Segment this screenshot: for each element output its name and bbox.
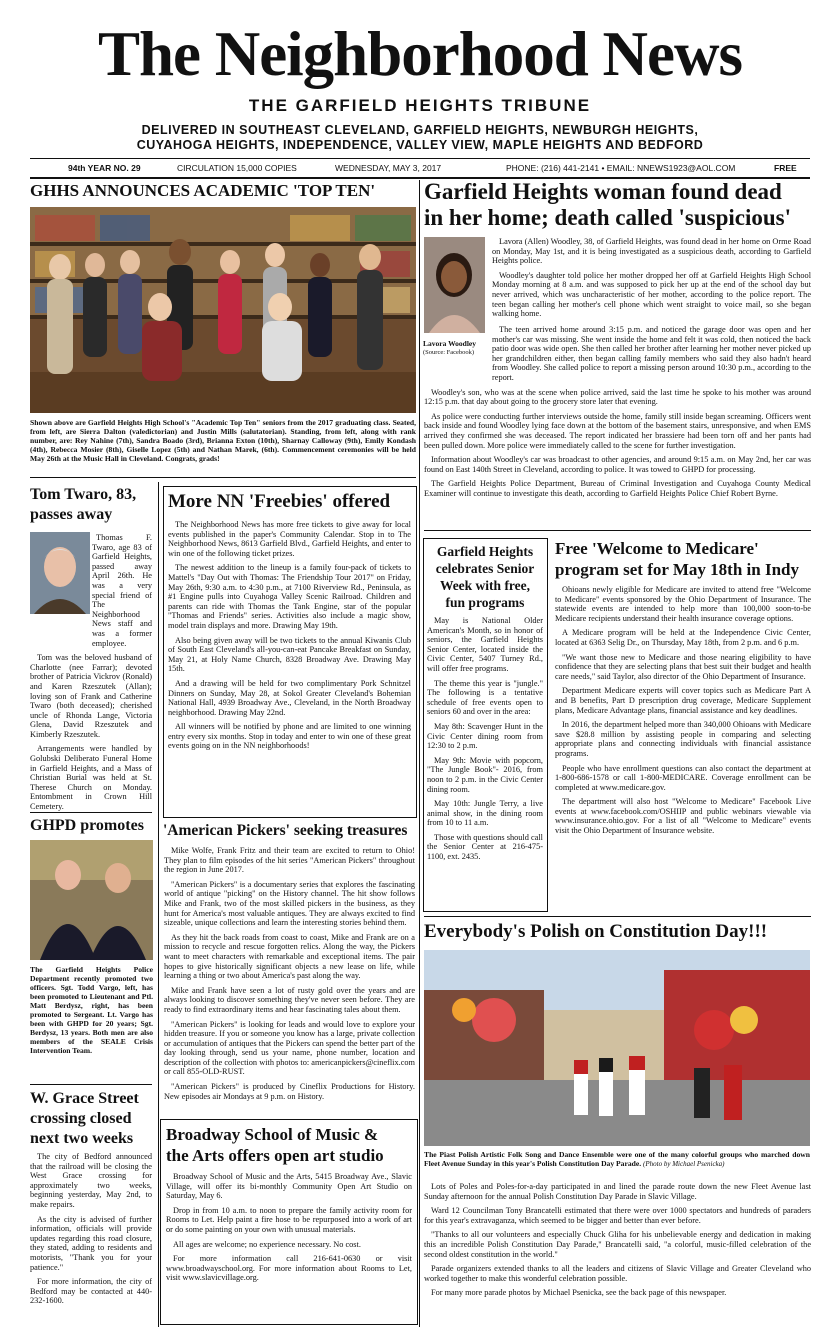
senior-headline-line-3: Week with free, bbox=[439, 578, 531, 593]
ghpd-caption: The Garfield Heights Police Department recently promoted two officers. Sgt. Todd Vargo, left, has been promoted to Lieutenant and Ptl. Matt Berdysz, right, has been promoted to Sergeant. Lt. Vargo has been with GHPD for 20 years; Sgt. Berdysz, 13 years. Both men are also members of the SEALE Crisis Intervention Team. bbox=[30, 965, 153, 1055]
woodley-photo-name: Lavora Woodley bbox=[423, 339, 476, 348]
top-ten-photo bbox=[30, 207, 416, 413]
ghpd-photo bbox=[30, 840, 153, 960]
woodley-paragraph: The teen arrived home around 3:15 p.m. and noticed the garage door was open and her mother's car was missing. She went inside the home and felt it was cold, then noticed the back patio door was wide open. She then called her brother after learning her mother never picked up her grandchildren either, then began calling family members who said they also hadn't heard from Woodley. She called police to report a missing person around 10:30 p.m., according to the report. bbox=[492, 325, 811, 382]
polish-photo-credit: (Photo by Michael Psenicka) bbox=[643, 1160, 725, 1168]
column-divider bbox=[158, 482, 159, 1327]
medicare-paragraph: Ohioans newly eligible for Medicare are invited to attend free "Welcome to Medicare" events sponsored by the Ohio Department of Insurance. The statewide events are intended to help more than 100,000 soon-to-be Medicare recipients understand their health insurance coverage options. bbox=[555, 585, 811, 623]
woodley-body bbox=[424, 325, 811, 504]
medicare-paragraph: "We want those new to Medicare and those nearing eligibility to have confidence that they are selecting plans that best suit their budget and health care needs," said Taylor, also director of the Ohio Department of Insurance. bbox=[555, 652, 811, 681]
senior-paragraph: Those with questions should call the Senior Center at 216-475-1100, ext. 2435. bbox=[427, 832, 543, 862]
twaro-body bbox=[30, 533, 152, 817]
broadway-paragraph: For more information call 216-641-0630 or visit www.broadwayschool.org. For more information about Rooms to Let, visit www.slavicvillage.org. bbox=[166, 1254, 412, 1283]
polish-caption bbox=[424, 1150, 810, 1169]
woodley-paragraph: Lavora (Allen) Woodley, 38, of Garfield Heights, was found dead in her home on Orme Road on Monday, May 1st, and it is being investigated as a suspicious death, according to Garfield Heights police. bbox=[492, 237, 811, 266]
issue-date: WEDNESDAY, MAY 3, 2017 bbox=[335, 163, 442, 173]
broadway-headline-line-2: the Arts offers open art studio bbox=[166, 1146, 384, 1165]
broadway-paragraph: Drop in from 10 a.m. to noon to prepare the family activity room for Rooms to Let. Help paint a fire hose to be repurposed into a work of art or do some painting on your own with unusual materials. bbox=[166, 1205, 412, 1234]
medicare-paragraph: In 2016, the department helped more than 340,000 Ohioans with Medicare save $28.8 million by assisting people in comparing and selecting appropriate plans and connecting individuals with financial assistance programs. bbox=[555, 720, 811, 758]
pickers-headline: 'American Pickers' seeking treasures bbox=[163, 822, 408, 839]
grace-headline-line-1: W. Grace Street bbox=[30, 1090, 139, 1107]
price: FREE bbox=[774, 163, 797, 173]
pickers-paragraph: "American Pickers" is produced by Cineflix Productions for History. New episodes air Mondays at 9 p.m. on History. bbox=[164, 1082, 415, 1101]
divider bbox=[30, 1084, 152, 1085]
grace-body bbox=[30, 1152, 152, 1311]
info-bar bbox=[30, 158, 810, 179]
polish-headline: Everybody's Polish on Constitution Day!!! bbox=[424, 921, 768, 942]
polish-photo bbox=[424, 950, 810, 1146]
freebies-paragraph: The Neighborhood News has more free tickets to give away for local events published in the paper's Community Calendar. Stop in to The Neighborhood News, 8613 Garfield Blvd., Garfield Heights, and enter to win one of the following ticket prizes. bbox=[168, 520, 411, 558]
grace-headline-line-2: crossing closed bbox=[30, 1110, 132, 1127]
broadway-body bbox=[166, 1172, 412, 1288]
senior-headline-line-4: fun programs bbox=[445, 595, 525, 610]
woodley-photo-credit: (Source: Facebook) bbox=[423, 349, 475, 356]
officers-photo-illustration bbox=[30, 840, 153, 960]
senior-paragraph: The theme this year is "jungle." The following is a tentative schedule of free events open to seniors 60 and over in the area: bbox=[427, 678, 543, 717]
delivery-line-2: CUYAHOGA HEIGHTS, INDEPENDENCE, VALLEY VIEW, MAPLE HEIGHTS AND BEDFORD bbox=[136, 138, 704, 152]
woodley-headline-line-1: Garfield Heights woman found dead bbox=[424, 179, 782, 204]
polish-paragraph: "Thanks to all our volunteers and especially Chuck Gliha for his unbelievable energy and dedication in making this an incredible Polish Constitution Day Parade," Brancatelli said, "a colorful, music-filled celebration of the second oldest constitution in the world." bbox=[424, 1230, 811, 1259]
twaro-headline-line-2: passes away bbox=[30, 506, 113, 523]
medicare-body bbox=[555, 585, 811, 841]
polish-paragraph: For many more parade photos by Michael Psenicka, see the back page of this newspaper. bbox=[431, 1288, 727, 1298]
medicare-paragraph: A Medicare program will be held at the Independence Civic Center, located at 6363 Selig Dr., on Thursday, May 18th, from 2 p.m. and 6 p.m. bbox=[555, 628, 811, 647]
grace-paragraph: As the city is advised of further information, officials will provide updates regarding this road closure, they stated, adding to residents and motorists, "Thank you for your patience." bbox=[30, 1214, 152, 1272]
woodley-headline-line-2: in her home; death called 'suspicious' bbox=[424, 205, 791, 230]
broadway-paragraph: All ages are welcome; no experience necessary. No cost. bbox=[173, 1239, 361, 1249]
woodley-headline bbox=[424, 179, 814, 231]
medicare-headline-line-2: program set for May 18th in Indy bbox=[555, 560, 799, 579]
divider bbox=[30, 812, 152, 813]
senior-headline bbox=[426, 543, 544, 611]
freebies-paragraph: And a drawing will be held for two complimentary Pork Schnitzel Dinners on Sunday, May 28, at Sokol Greater Cleveland's Bohemian National Hall, 4939 Broadway Ave., Cleveland, in the North Broadway neighborhood. Drawing May 22nd. bbox=[168, 678, 411, 717]
polish-body bbox=[424, 1182, 811, 1303]
top-ten-caption: Shown above are Garfield Heights High School's "Academic Top Ten" seniors from the 2017 graduating class. Seated, from left, are Sierra Dalton (valedictorian) and Justin Mills (salutatorian). Standing, from left, along with rank number, are: Rey Nahine (7th), Sandra Boado (3rd), Brianna Exton (10th), Sharnay Calloway (9th), Emily Kondash (4th), Rebecca Mosier (8th), Giselle Lopez (5th) and Nathan Marek, (6th). Commencement ceremonies will be held May 26th at the Music Hall in Cleveland. Congrats, grads! bbox=[30, 418, 416, 463]
senior-body bbox=[427, 616, 543, 867]
broadway-headline bbox=[166, 1124, 414, 1166]
delivery-line-1: DELIVERED IN SOUTHEAST CLEVELAND, GARFIELD HEIGHTS, NEWBURGH HEIGHTS, bbox=[141, 123, 699, 137]
grace-paragraph: For more information, the city of Bedford may be contacted at 440-232-1600. bbox=[30, 1277, 152, 1306]
twaro-paragraph: Arrangements were handled by Golubski Deliberato Funeral Home in Garfield Heights, and a Mass of Christian Burial was held at St. Therese Church on Monday. Entombment in Crown Hill Cemetery. bbox=[30, 744, 152, 812]
pickers-paragraph: As they hit the back roads from coast to coast, Mike and Frank are on a mission to recycle and rescue forgotten relics. Along the way, the Pickers want to meet characters with remarkable and exceptional items. The pair hopes to give historically significant objects a new lease on life, while learning a thing or two about America's past along the way. bbox=[164, 932, 415, 981]
pickers-paragraph: Mike and Frank have seen a lot of rusty gold over the years and are always looking to discover something they've never seen before. They are ready to find extraordinary items and hear fascinating tales about them. bbox=[164, 985, 415, 1014]
pickers-body bbox=[164, 846, 415, 1106]
masthead-title: The Neighborhood News bbox=[97, 19, 743, 89]
medicare-paragraph: People who have enrollment questions can also contact the department at 1-800-686-1578 or call 1-800-MEDICARE. Coverage enrollment can be completed at www.medicare.gov. bbox=[555, 763, 811, 792]
circulation: CIRCULATION 15,000 COPIES bbox=[177, 163, 297, 173]
grace-headline bbox=[30, 1089, 160, 1149]
pickers-paragraph: "American Pickers" is a documentary series that explores the fascinating world of antique "picking" on the History channel. The hit show follows Mike and Frank, two of the most skilled pickers in the business, as they hunt for America's most valuable antiques. They are always excited to find sizeable, unique collections and learn the interesting stories behind them. bbox=[164, 879, 415, 928]
students-photo-illustration bbox=[30, 207, 416, 413]
woodley-paragraph: Woodley's daughter told police her mother dropped her off at Garfield Heights High School Monday morning at 8 a.m. and was supposed to pick her up at the end of the school day but never arrived, which was uncharacteristic of her mother, according to the police report. The teen began calling her mother's cell phone which went straight to voice mail, so she began walking home. bbox=[492, 270, 811, 319]
ghpd-headline: GHPD promotes bbox=[30, 817, 144, 834]
twaro-paragraph: Tom was the beloved husband of Charlotte (nee Farrar); devoted brother of Patricia Vickrov (Ronald) and Karen Rzeszutek (Allan); loving son of Frank and Catherine Twaro (both deceased); cherished uncle of Rhonda Lange, Victoria Glena, David Rzeszutek and Kimberly Rzeszutek. bbox=[30, 653, 152, 739]
parade-photo-illustration bbox=[424, 950, 810, 1146]
twaro-paragraph: Thomas F. Twaro, age 83 of Garfield Heights, passed away April 26th. He was a very special friend of The Neighborhood News staff and was a former employee. bbox=[92, 533, 152, 648]
woodley-portrait-illustration bbox=[424, 237, 485, 333]
polish-paragraph: Ward 12 Councilman Tony Brancatelli estimated that there were over 1000 spectators and hundreds of paraders for this year's extravaganza, which seemed to be bigger and better than ever before. bbox=[424, 1206, 811, 1225]
twaro-headline-line-1: Tom Twaro, 83, bbox=[30, 486, 137, 503]
delivery-area bbox=[0, 123, 840, 153]
woodley-paragraph: The Garfield Heights Police Department, Bureau of Criminal Investigation and Cuyahoga County Medical Examiner will continue to investigate this death, according to Garfield Heights Police Chief Robert Byrne. bbox=[424, 479, 811, 498]
column-divider bbox=[419, 180, 420, 1327]
medicare-paragraph: The department will also host "Welcome to Medicare" Facebook Live events at www.facebook.com/OSHIIP and public webinars viewable via www.insurance.ohio.gov. For a list of all "Welcome to Medicare" events visit the Ohio Department of Insurance website. bbox=[555, 797, 811, 836]
polish-paragraph: Lots of Poles and Poles-for-a-day participated in and lined the parade route down the new Fleet Avenue last Sunday afternoon for the annual Polish Constitution Day Parade in Slavic Village. bbox=[424, 1182, 811, 1201]
broadway-paragraph: Broadway School of Music and the Arts, 5415 Broadway Ave., Slavic Village, will offer its bi-monthly Community Open Art Studio on Saturday, May 6. bbox=[166, 1172, 412, 1201]
pickers-paragraph: Mike Wolfe, Frank Fritz and their team are excited to return to Ohio! They plan to film episodes of the hit series "American Pickers" throughout the region in June 2017. bbox=[164, 846, 415, 875]
freebies-headline: More NN 'Freebies' offered bbox=[168, 491, 391, 512]
freebies-paragraph: All winners will be notified by phone and are limited to one winning entry every six months. Stop in today and enter to win one of these great events going on in the NN neighborhoods! bbox=[168, 722, 411, 751]
senior-headline-line-2: celebrates Senior bbox=[435, 561, 535, 576]
year-number: 94th YEAR NO. 29 bbox=[68, 163, 141, 173]
contact-info: PHONE: (216) 441-2141 • EMAIL: NNEWS1923@AOL.COM bbox=[506, 163, 736, 173]
broadway-headline-line-1: Broadway School of Music & bbox=[166, 1125, 379, 1144]
polish-paragraph: Parade organizers extended thanks to all the leaders and citizens of Slavic Village and Greater Cleveland who worked together to make this wonderful celebration possible. bbox=[424, 1264, 811, 1283]
freebies-paragraph: The newest addition to the lineup is a family four-pack of tickets to Mattel's "Day Out with Thomas: The Friendship Tour 2017" on Friday, May 26th, 9:30 a.m. to 4:30 p.m., at 7100 Riverview Rd., Peninsula, as #1 Engine pulls into Cuyahoga Valley Scenic Railroad. Children and parents can ride with Thomas the Tank Engine, star of the popular "Thomas and Friends" series. Activities also include a magic show, model train displays and more. Drawing May 19th. bbox=[168, 563, 411, 630]
woodley-paragraph: As police were conducting further interviews outside the home, family still inside began screaming. Officers went back inside and found Woodley lying face down at the bottom of the basement stairs, unresponsive, and when EMS arrived they confirmed she was deceased. The report indicated her brassiere had been torn off and her pants had been pulled down. More police were immediately called to the scene for further investigation. bbox=[424, 411, 811, 450]
medicare-headline bbox=[555, 538, 815, 580]
senior-paragraph: May is National Older American's Month, so in honor of seniors, the Garfield Heights Senior Center, located inside the Civic Center, 5407 Turney Rd., will offer free programs. bbox=[427, 616, 543, 673]
freebies-paragraph: Also being given away will be two tickets to the annual Kiwanis Club of South East Cleveland's all-you-can-eat Pancake Breakfast on Sunday, May 21, at Holy Name Church, 8328 Broadway Ave. Drawing May 15th. bbox=[168, 635, 411, 674]
pickers-paragraph: "American Pickers" is looking for leads and would love to explore your hidden treasure. If you or someone you know has a large, private collection or accumulation of antiques that the Pickers can spend the better part of the day looking through, send us your name, phone number, location and description of the collection with photos to: americanpickers@cineflix.com or call 855-OLD-RUST. bbox=[164, 1019, 415, 1077]
medicare-paragraph: Department Medicare experts will cover topics such as Medicare Part A and B benefits, Part D prescription drug coverage, Medicare Supplement plans, Medicare Advantage plans, financial assistance and key deadlines. bbox=[555, 686, 811, 715]
senior-paragraph: May 8th: Scavenger Hunt in the Civic Center dining room from 12:30 to 2 p.m. bbox=[427, 721, 543, 751]
woodley-photo bbox=[424, 237, 485, 333]
medicare-headline-line-1: Free 'Welcome to Medicare' bbox=[555, 539, 759, 558]
divider bbox=[424, 530, 811, 531]
top-ten-headline: GHHS ANNOUNCES ACADEMIC 'TOP TEN' bbox=[30, 181, 376, 200]
grace-paragraph: The city of Bedford announced that the railroad will be closing the West Grace crossing for approximately two weeks, beginning yesterday, May 2nd, to make repairs. bbox=[30, 1152, 152, 1209]
masthead-subtitle: THE GARFIELD HEIGHTS TRIBUNE bbox=[248, 96, 592, 115]
woodley-intro bbox=[492, 237, 811, 324]
twaro-headline bbox=[30, 485, 160, 525]
divider bbox=[30, 477, 416, 478]
senior-paragraph: May 9th: Movie with popcorn, "The Jungle Book"- 2016, from noon to 2 p.m. in the Civic Center dining room. bbox=[427, 755, 543, 794]
grace-headline-line-3: next two weeks bbox=[30, 1130, 134, 1147]
freebies-body bbox=[168, 520, 411, 756]
woodley-paragraph: Woodley's son, who was at the scene when police arrived, said the last time he spoke to his mother was around 12:15 p.m. that day about going to the grocery store later that evening. bbox=[424, 387, 811, 407]
polish-caption-text: The Piast Polish Artistic Folk Song and Dance Ensemble were one of the many colorful groups who marched down Fleet Avenue Sunday in this year's Polish Constitution Day Parade. bbox=[424, 1150, 810, 1168]
woodley-paragraph: Information about Woodley's car was broadcast to other agencies, and around 9:15 a.m. on May 2nd, her car was found on East 140th Street in Cleveland, according to police. It was towed to GHPD for processing. bbox=[424, 455, 811, 474]
senior-paragraph: May 10th: Jungle Terry, a live animal show, in the dining room from 10 to 11 a.m. bbox=[427, 799, 543, 828]
divider bbox=[424, 916, 811, 917]
senior-headline-line-1: Garfield Heights bbox=[436, 544, 534, 559]
